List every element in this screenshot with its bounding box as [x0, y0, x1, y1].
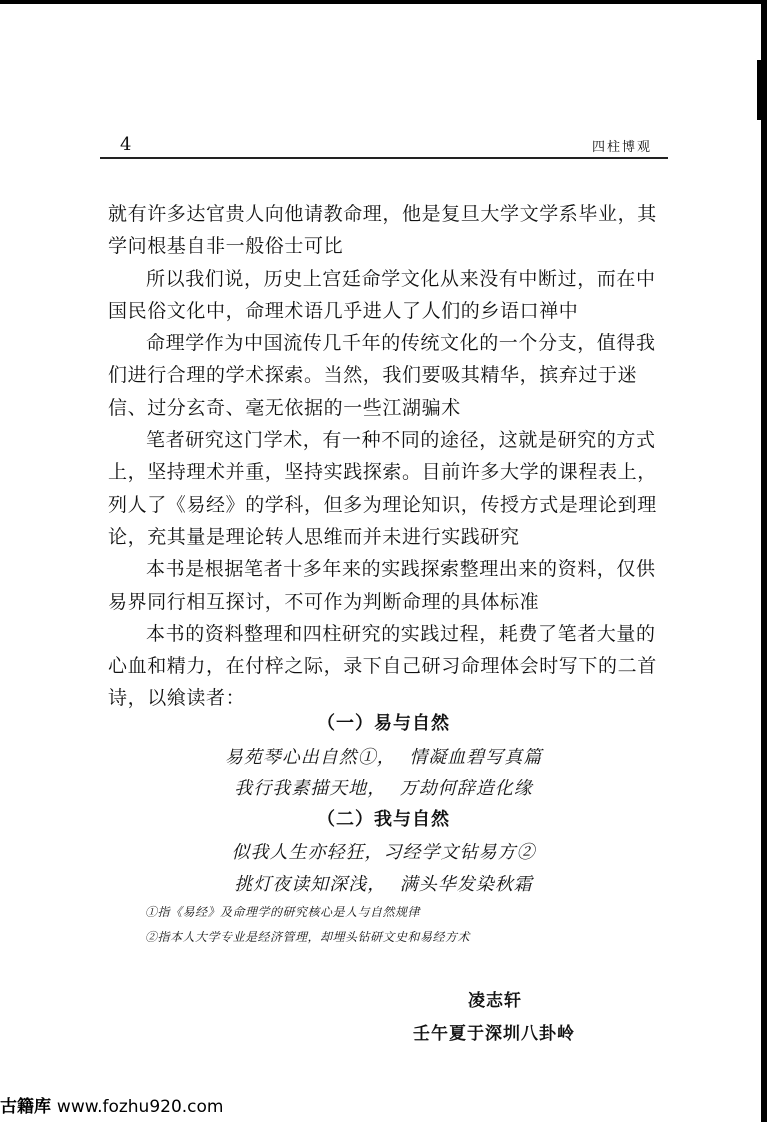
- place-date: 壬午夏于深圳八卦岭: [413, 1024, 575, 1044]
- running-head: 四柱博观: [591, 140, 652, 155]
- watermark: [0, 1092, 224, 1117]
- paragraph-line: 易界同行相互探讨，不可作为判断命理的具体标准: [108, 590, 540, 613]
- poem-line: 我行我素描天地， 万劫何辞造化缘: [234, 778, 533, 799]
- poem-line: 易苑琴心出自然①， 情凝血碧写真篇: [224, 747, 543, 768]
- footnote: ②指本人大学专业是经济管理，却埋头钻研文史和易经方术: [145, 930, 471, 944]
- poem-line: 挑灯夜读知深浅， 满头华发染秋霜: [234, 874, 533, 895]
- paragraph-line: 心血和精力，在付梓之际，录下自己研习命理体会时写下的二首: [108, 655, 657, 678]
- poem-title: （二）我与自然: [317, 809, 450, 830]
- watermark-brand: 古籍库: [0, 1097, 51, 1117]
- paragraph-line: 所以我们说，历史上宫廷命学文化从来没有中断过，而在中: [146, 267, 656, 290]
- body-text: [108, 198, 668, 715]
- poem-title: （一）易与自然: [317, 713, 450, 734]
- page-number: 4: [120, 134, 132, 155]
- paragraph-line: 学问根基自非一般俗士可比: [108, 235, 344, 258]
- paragraph-line: 列人了《易经》的学科，但多为理论知识，传授方式是理论到理: [108, 493, 657, 516]
- paragraph-line: 们进行合理的学术探索。当然，我们要吸其精华，摈弃过于迷: [108, 364, 638, 387]
- page-header: [100, 132, 668, 156]
- footnote: ①指《易经》及命理学的研究核心是人与自然规律: [145, 905, 421, 919]
- scan-mark: [757, 60, 761, 120]
- paragraph-line: 本书是根据笔者十多年来的实践探索整理出来的资料，仅供: [146, 558, 656, 581]
- paragraph-line: 就有许多达官贵人向他请教命理，他是复旦大学文学系毕业，其: [108, 203, 657, 225]
- paragraph-line: 诗，以飨读者：: [108, 687, 246, 710]
- paragraph-line: 笔者研究这门学术，有一种不同的途径，这就是研究的方式: [146, 429, 656, 452]
- scan-border-right: [761, 0, 767, 1122]
- paragraph-line: 信、过分玄奇、毫无依据的一些江湖骗术: [108, 396, 461, 419]
- poem-line: 似我人生亦轻狂，习经学文钻易方②: [231, 842, 536, 863]
- scan-border-top: [0, 0, 767, 4]
- paragraph-line: 国民俗文化中，命理术语几乎进人了人们的乡语口禅中: [108, 299, 579, 322]
- paragraph-line: 上，坚持理术并重，坚持实践探索。目前许多大学的课程表上，: [108, 461, 657, 484]
- paragraph-line: 本书的资料整理和四柱研究的实践过程，耗费了笔者大量的: [146, 622, 656, 645]
- paragraph-line: 论，充其量是理论转人思维而并未进行实践研究: [108, 525, 520, 548]
- header-rule: [100, 157, 668, 159]
- paragraph-line: 命理学作为中国流传几千年的传统文化的一个分支，值得我: [146, 332, 656, 355]
- author-name: 凌志轩: [468, 991, 522, 1011]
- watermark-site: www.fozhu920.com: [56, 1097, 224, 1117]
